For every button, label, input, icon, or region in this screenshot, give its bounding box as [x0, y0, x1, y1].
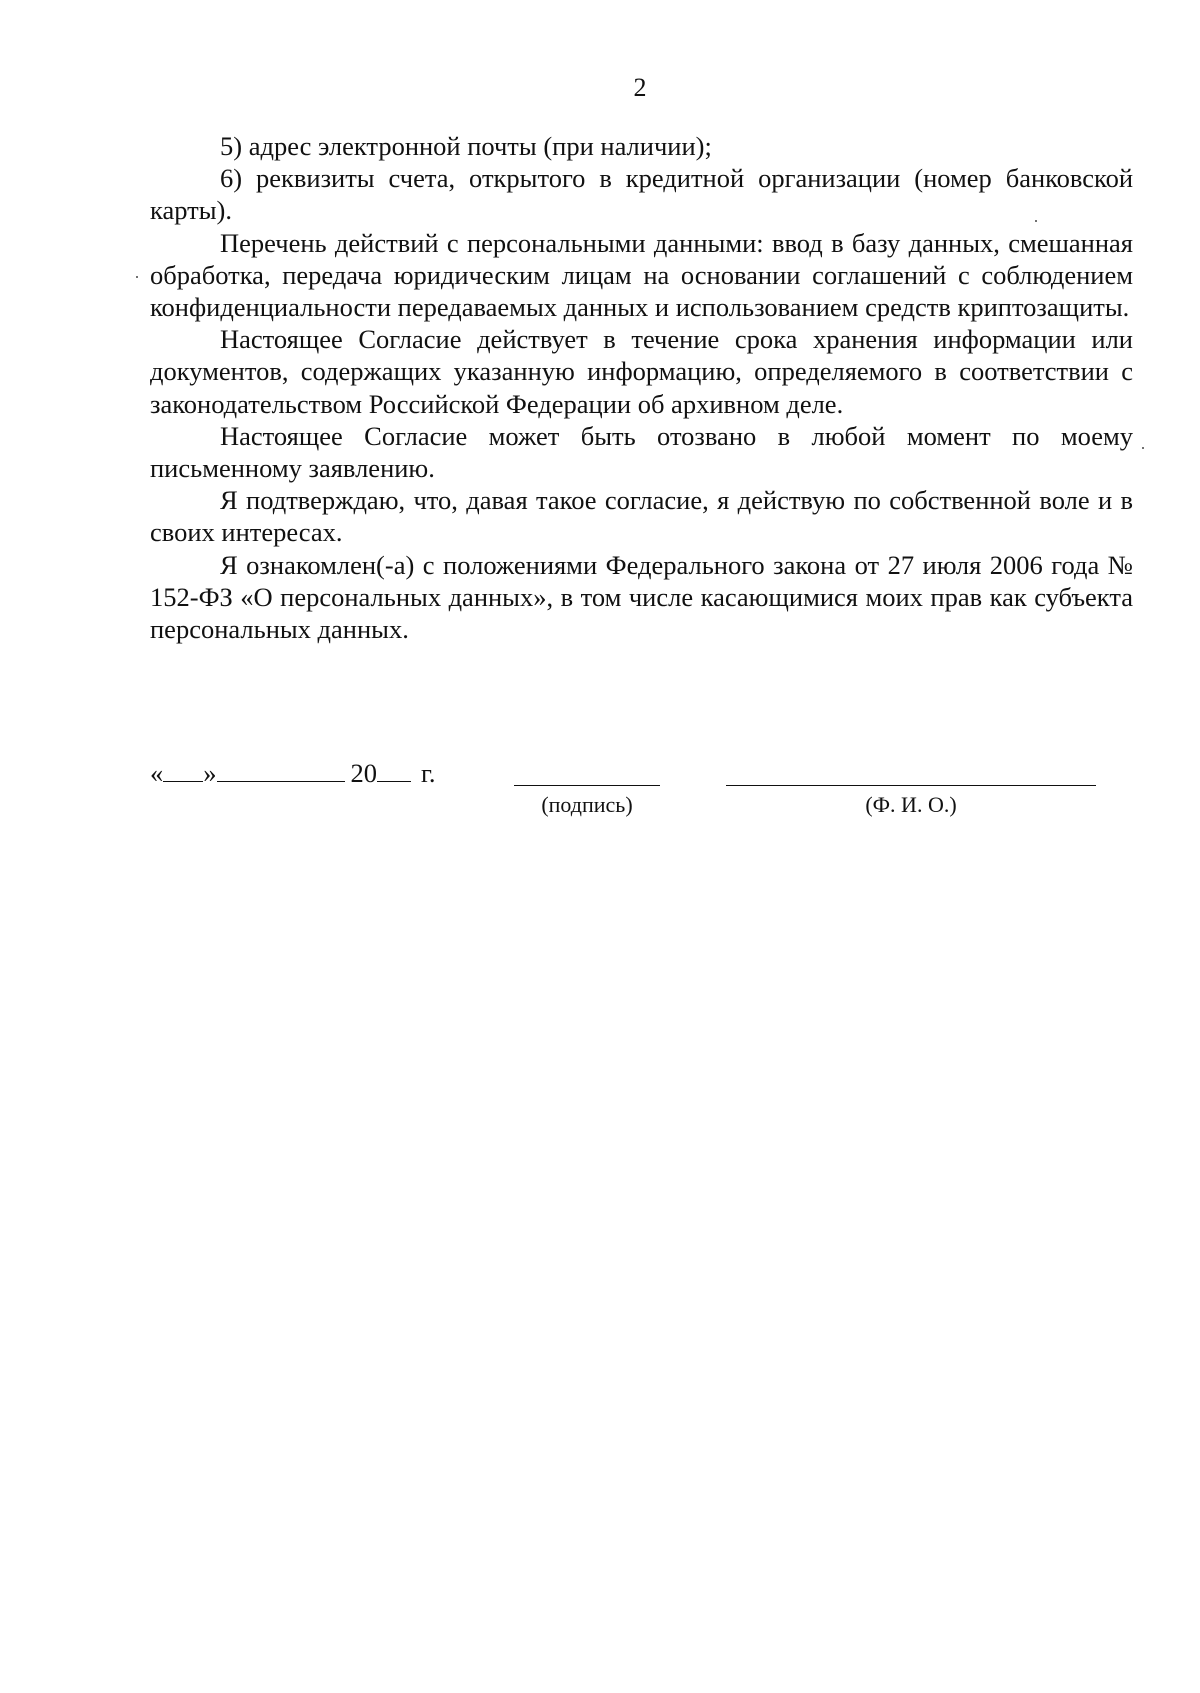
page-number: 2 — [633, 73, 647, 102]
month-blank — [217, 757, 345, 782]
date-line — [150, 756, 436, 790]
paragraph-validity-period: Настоящее Согласие действует в течение срока хранения информации или документов, содержащих указанную информацию, определяемого в соответствии с законодательством Российской Федерации об архивном деле. — [150, 324, 1133, 419]
full-name-line — [726, 785, 1096, 786]
paragraph-acknowledgement: Я ознакомлен(-а) с положениями Федерального закона от 27 июля 2006 года № 152-ФЗ «О персональных данных», в том числе касающимися моих прав как субъекта персональных данных. — [150, 549, 1133, 645]
scan-speck — [136, 276, 138, 278]
year-suffix: г. — [421, 758, 436, 788]
year-blank — [377, 757, 411, 782]
signature-caption: (подпись) — [541, 792, 633, 817]
paragraph-email: 5) адрес электронной почты (при наличии); — [220, 131, 712, 161]
signature-line — [514, 785, 660, 786]
day-blank — [163, 757, 203, 782]
paragraph-processing-actions: Перечень действий с персональными данными: ввод в базу данных, смешанная обработка, передача юридическим лицам на основании соглашений с соблюдением конфиденциальности передаваемых данных и использованием средств криптозащиты. — [150, 227, 1133, 323]
paragraph-bank-details: 6) реквизиты счета, открытого в кредитной организации (номер банковской карты). — [150, 163, 1133, 226]
paragraph-revocation: Настоящее Согласие может быть отозвано в любой момент по моему письменному заявлению. — [150, 420, 1133, 484]
full-name-caption: (Ф. И. О.) — [865, 792, 957, 817]
scan-speck — [1142, 447, 1144, 449]
date-open-quote: « — [150, 758, 164, 788]
scan-speck — [1035, 220, 1037, 222]
paragraph-confirmation: Я подтверждаю, что, давая такое согласие, я действую по собственной воле и в своих интересах. — [150, 485, 1133, 548]
year-prefix: 20 — [350, 758, 377, 788]
body-text — [150, 130, 1133, 645]
date-close-quote: » — [203, 758, 217, 788]
